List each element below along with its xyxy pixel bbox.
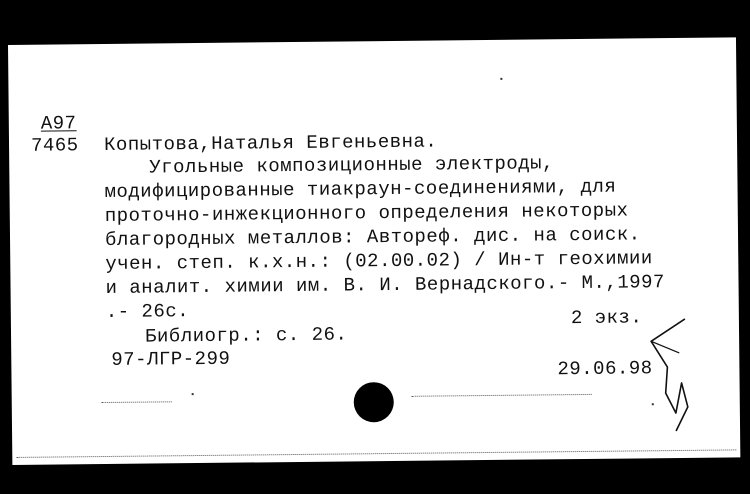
scan-speck: [652, 403, 654, 405]
signature-mark: [645, 313, 702, 439]
punch-hole: [354, 382, 394, 422]
copies-count: 2 экз.: [570, 306, 643, 330]
catalog-card: [8, 37, 740, 465]
shelf-mark: А97: [40, 112, 77, 135]
author-name: Копытова,Наталья Евгеньевна.: [103, 130, 438, 156]
scan-speck: [192, 393, 194, 395]
description-line-2: модифицированные тиакраун-соединениями, для: [104, 175, 617, 203]
scan-edge: [740, 40, 750, 470]
register-code: 97-ЛГР-299: [111, 347, 231, 371]
bibliography-note: Библиогр.: с. 26.: [144, 323, 348, 348]
scan-speck: [500, 78, 502, 80]
dotted-rule-bottom: [16, 449, 736, 458]
entry-date: 29.06.98: [557, 357, 653, 381]
description-line-4: благородных металлов: Автореф. дис. на соиск.: [104, 223, 641, 251]
dotted-rule-right: [412, 394, 592, 397]
description-line-5: учен. степ. к.х.н.: (02.00.02) / Ин-т геохимии: [105, 247, 653, 275]
description-line-1: Угольные композиционные электроды,: [149, 152, 555, 179]
scan-bottom-edge: [0, 470, 750, 494]
accession-number: 7465: [30, 134, 79, 157]
description-line-3: проточно-инжекционного определения некоторых: [104, 199, 629, 227]
dotted-rule-left: [102, 401, 172, 403]
description-line-6: и аналит. химии им. В. И. Вернадского.- М.,1997: [105, 271, 666, 299]
description-line-7: .- 26с.: [105, 300, 190, 323]
